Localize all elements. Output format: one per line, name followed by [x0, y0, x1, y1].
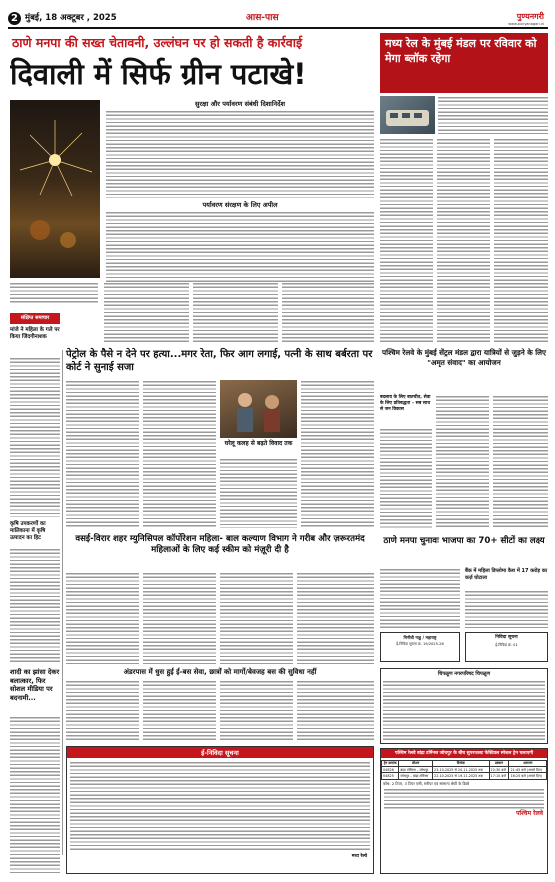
petrol-body-col-2 — [143, 380, 216, 528]
guidelines-subtitle: पर्यावरण संरक्षण के लिए अपील — [202, 201, 278, 210]
appeal-text — [106, 211, 374, 283]
bottom-headline: अंडरपास में धुस हुई ई-बस सेवा, छात्रों को मार्गो/बेवजह बस की सुविधा नहीं — [123, 668, 317, 676]
rail-photo — [380, 96, 435, 134]
wr-ad-col-station: स्टेशन — [399, 760, 433, 766]
rail-body-col-2 — [437, 138, 490, 343]
nagar-notice-title: निविदा सूचना — [495, 635, 518, 640]
bottom-col-3 — [220, 680, 293, 740]
table-cell: 23.10.2025 से 20.11.2025 तक — [433, 767, 489, 773]
wr-ad-table — [381, 760, 547, 780]
table-cell: 22:30 बजे — [489, 767, 509, 773]
table-cell: 04825 — [382, 773, 399, 779]
bank-text — [465, 590, 548, 628]
western-rail-col-2 — [436, 395, 489, 528]
petrol-photo-caption: घरेलू कलह से बढ़ते विवाद तक — [224, 440, 293, 447]
bank-headline: बैंक में महिला डिप्लोमा कैश में 17 करोड़ का कर्ज़ घोटाला — [465, 568, 547, 581]
petrol-body-col-3 — [220, 458, 297, 528]
rail-tender-org: मध्य रेल्वे — [351, 854, 367, 860]
brief2-text — [10, 548, 60, 664]
masthead — [8, 12, 548, 26]
wr-ad-tagline: कोच: 2 टियर, 3 टियर एसी, स्लीपर एवं सामान्य श्रेणी के डिब्बे — [383, 780, 469, 786]
lead-body-col-3 — [282, 282, 374, 342]
thane-col-1 — [380, 568, 460, 628]
brief3-text — [10, 716, 60, 874]
rail-tender-title: ई-निविदा सूचना — [67, 747, 373, 758]
table-row — [382, 773, 547, 779]
western-rail-headline: पश्चिम रेलवे के मुंबई सेंट्रल मंडल द्वारा यात्रियों से जुड़ने के लिए "अमृत संवाद" का आयोजन — [382, 348, 546, 367]
brief3-title: शादी का झांसा देकर बलात्कार, फिर सोशल मीडिया पर बदनामी... — [10, 668, 60, 702]
chiplun-notice — [380, 668, 548, 744]
petrol-photo — [220, 380, 297, 438]
lead-body-col-2 — [193, 282, 278, 342]
western-rail-sub: बदलाव के लिए बातचीत, सेवा के लिए प्रतिबद्धता – सब साथ से जन विकास — [380, 395, 431, 412]
brief2-title: कृषि उपकरणों का मालिकाना में कृषि उत्पादन का हिट — [10, 521, 46, 542]
petrol-body-col-1 — [66, 380, 139, 528]
lead-headline: दिवाली में सिर्फ ग्रीन पटाखे! — [10, 57, 307, 91]
fireworks-image — [10, 100, 100, 278]
nagar-notice-box — [465, 632, 548, 662]
train-image — [380, 96, 435, 134]
tender-box — [380, 632, 460, 662]
page-number: 2 — [8, 12, 21, 25]
tender-org: मिनीवी नाडु / महाराष्ट्र — [403, 635, 437, 640]
bottom-col-1 — [66, 680, 139, 740]
wr-ad-col-depart: प्रस्थान — [489, 760, 509, 766]
chiplun-org: चिपळूण नगरपरिषद चिपळूण — [437, 671, 491, 677]
rail-body-top — [438, 96, 548, 134]
masthead-rule — [8, 27, 548, 29]
brand-url: www.punyanagari.in — [508, 22, 544, 26]
table-cell: 21:45 बजे (अगले दिन) — [509, 767, 547, 773]
vasai-col-3 — [220, 572, 293, 664]
chiplun-text — [383, 680, 545, 740]
western-rail-col-1 — [380, 428, 432, 528]
rail-tender-text — [70, 761, 370, 851]
photo-caption-text — [10, 282, 98, 304]
table-cell: 16:25 बजे (अगले दिन) — [509, 773, 547, 779]
guidelines-text — [106, 110, 374, 198]
vasai-col-1 — [66, 572, 139, 664]
vasai-headline: वसई-विरार शहर म्युनिसिपल कॉर्पोरेशन महिला- बाल कल्याण विभाग ने गरीब और ज़रूरतमंद महिलाओं के लिए कई स्कीम को मंज़ूरी दी है — [75, 534, 365, 556]
section-title: आस-पास — [246, 13, 279, 23]
lead-kicker: ठाणे मनपा की सख्त चेतावनी, उल्लंघन पर हो सकती है कार्रवाई — [12, 35, 303, 50]
nagar-notice-ref: ई-निविदा क्र. 01 — [495, 642, 518, 647]
table-cell: बांद्रा टर्मिनस – जोधपुर — [399, 767, 433, 773]
brief-section-label: संक्षिप्त समाचार — [10, 313, 60, 324]
table-cell: 22.10.2025 से 19.11.2025 तक — [433, 773, 489, 779]
western-rail-col-3 — [493, 395, 548, 528]
lead-body-col-1 — [104, 282, 189, 342]
bottom-col-4 — [297, 680, 374, 740]
guidelines-title: सुरक्षा और पर्यावरण संबंधी दिशानिर्देश — [194, 100, 286, 108]
vasai-col-2 — [143, 572, 216, 664]
date-line: मुंबई, 18 अक्टूबर , 2025 — [25, 13, 117, 23]
rail-tender-box — [66, 746, 374, 874]
vasai-col-4 — [297, 572, 374, 664]
wr-ad-title: पश्चिम रेलवे बांद्रा टर्मिनस जोधपुर के बीच सुपरफास्ट फेस्टिवल स्पेशल ट्रेन चलाएगी — [381, 749, 547, 758]
rail-body-col-1 — [380, 138, 433, 343]
wr-ad-col-date: दिनांक — [433, 760, 489, 766]
people-image — [220, 380, 297, 438]
thane-headline: ठाणे मनपा चुनावः भाजपा का 70+ सीटों का लक्ष्य — [383, 536, 545, 546]
wr-ad-text — [384, 788, 544, 810]
table-cell: 04826 — [382, 767, 399, 773]
wr-ad-footer: पश्चिम रेलवे — [516, 810, 543, 818]
wr-ad-col-arrive: आगमन — [509, 760, 547, 766]
guidelines-box — [106, 100, 374, 278]
rail-story-header — [380, 33, 548, 93]
rail-body-col-3 — [494, 138, 548, 343]
brief1-title: मांजे ने महिला के गले पर किया जिंदगीनाशक — [10, 327, 60, 341]
table-cell: 17:10 बजे — [489, 773, 509, 779]
bottom-col-2 — [143, 680, 216, 740]
wr-ad — [380, 748, 548, 874]
left-column-divider — [62, 350, 63, 855]
brand-name: पुण्यनगरी — [516, 12, 544, 21]
table-cell: जोधपुर – बांद्रा टर्मिनस — [399, 773, 433, 779]
wr-ad-col-train: ट्रेन क्रमांक — [382, 760, 399, 766]
tender-sub: ई-निविदा सूचना क्र. 19/2025-26 — [396, 642, 444, 647]
petrol-headline: पेट्रोल के पैसे न देने पर हत्या...मगर रेता, फिर आग लगाई, पत्नी के साथ बर्बरता पर कोर्ट ने सुनाई सजा — [66, 349, 373, 373]
brief1-text — [10, 357, 60, 517]
lead-photo — [10, 100, 100, 278]
rail-story-headline: मध्य रेल के मुंबई मंडल पर रविवार को मेगा ब्लॉक रहेगा — [385, 37, 537, 65]
petrol-body-col-4 — [301, 380, 374, 528]
